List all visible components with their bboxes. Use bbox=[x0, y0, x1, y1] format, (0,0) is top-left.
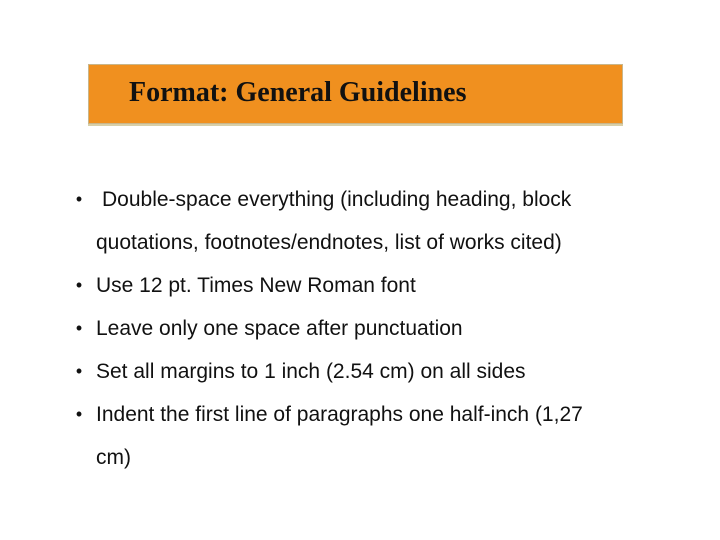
bullet-text-continuation: cm) bbox=[96, 446, 131, 469]
bullet-text-line: Double-space everything (including heading, block bbox=[102, 188, 572, 211]
guidelines-list bbox=[72, 178, 692, 479]
bullet-text-line: Leave only one space after punctuation bbox=[96, 317, 463, 340]
bullet-text-line: Indent the first line of paragraphs one half-inch (1,27 bbox=[96, 403, 583, 426]
list-item bbox=[72, 307, 692, 350]
bullet-icon: • bbox=[75, 318, 83, 338]
title-banner bbox=[88, 64, 623, 124]
bullet-text-continuation: quotations, footnotes/endnotes, list of works cited) bbox=[96, 231, 562, 254]
bullet-icon: • bbox=[75, 361, 83, 381]
bullet-icon: • bbox=[75, 189, 83, 209]
bullet-text-line: Use 12 pt. Times New Roman font bbox=[96, 274, 416, 297]
bullet-text-line: Set all margins to 1 inch (2.54 cm) on all sides bbox=[96, 360, 526, 383]
list-item bbox=[72, 350, 692, 393]
list-item bbox=[72, 178, 692, 264]
bullet-icon: • bbox=[75, 275, 83, 295]
list-item bbox=[72, 264, 692, 307]
bullet-icon: • bbox=[75, 404, 83, 424]
list-item bbox=[72, 393, 692, 479]
slide-title: Format: General Guidelines bbox=[129, 77, 467, 108]
